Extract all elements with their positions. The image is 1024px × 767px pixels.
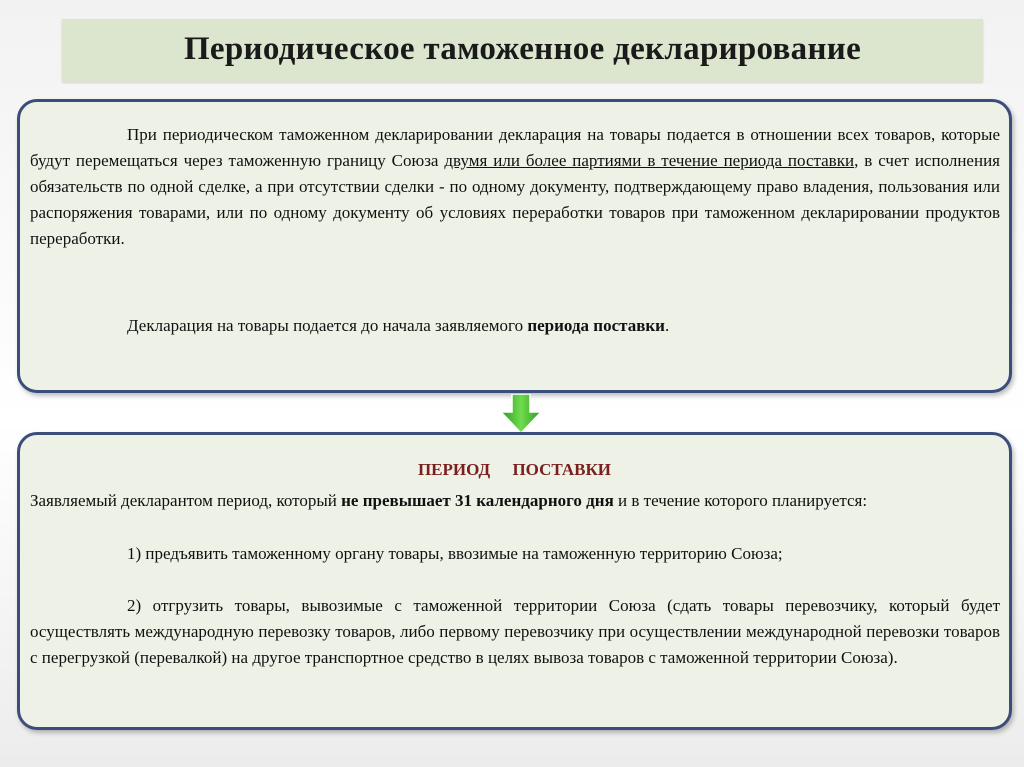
definition-text-end: , в счет исполнения обязательств по одной сделке, а при отсутствии сделки - по одному документу, подтверждающему право владения, пользования или распоряжения товарами, или по одному документу об условиях переработки товаров при таможенном декларировании продуктов переработки.: [30, 151, 1000, 248]
definition-text-start: При периодическом таможенном декларировании декларация на товары подается в отношении всех товаров, которые будут перемещаться через таможенную границу Союза: [30, 125, 1000, 170]
down-arrow-icon: [499, 394, 543, 434]
list-item-export-text: 2) отгрузить товары, вывозимые с таможенной территории Союза (сдать товары перевозчику, который будет осуществлять международную перевозку товаров, либо первому перевозчику при осуществлении международной перевозки товаров с перегрузкой (перевалкой) на другое транспортное средство в целях вывоза товаров с таможенной территории Союза).: [30, 596, 1000, 667]
title-bar: [62, 19, 983, 82]
supply-period-text-end: и в течение которого планируется:: [613, 491, 868, 510]
page-title: Периодическое таможенное декларирование: [183, 31, 862, 67]
deadline-paragraph: [30, 313, 1000, 339]
definition-underlined-text: двумя или более партиями в течение периода поставки: [444, 151, 855, 170]
supply-period-text-start: Заявляемый декларантом период, который: [30, 491, 342, 510]
list-item-import: [30, 541, 1000, 567]
supply-period-heading: ПЕРИОД ПОСТАВКИ: [417, 460, 612, 479]
deadline-text: Декларация на товары подается до начала заявляемого: [127, 316, 528, 335]
list-item-export: [30, 593, 1000, 671]
deadline-bold-text: периода поставки: [527, 316, 665, 335]
supply-period-definition: [30, 488, 1000, 514]
list-item-import-text: 1) предъявить таможенному органу товары, ввозимые на таможенную территорию Союза;: [127, 544, 783, 563]
deadline-period: .: [664, 316, 670, 335]
supply-period-box: [17, 432, 1012, 730]
supply-period-bold-text: не превышает 31 календарного дня: [341, 491, 614, 510]
definition-paragraph: [30, 122, 1000, 252]
definition-box: [17, 99, 1012, 393]
